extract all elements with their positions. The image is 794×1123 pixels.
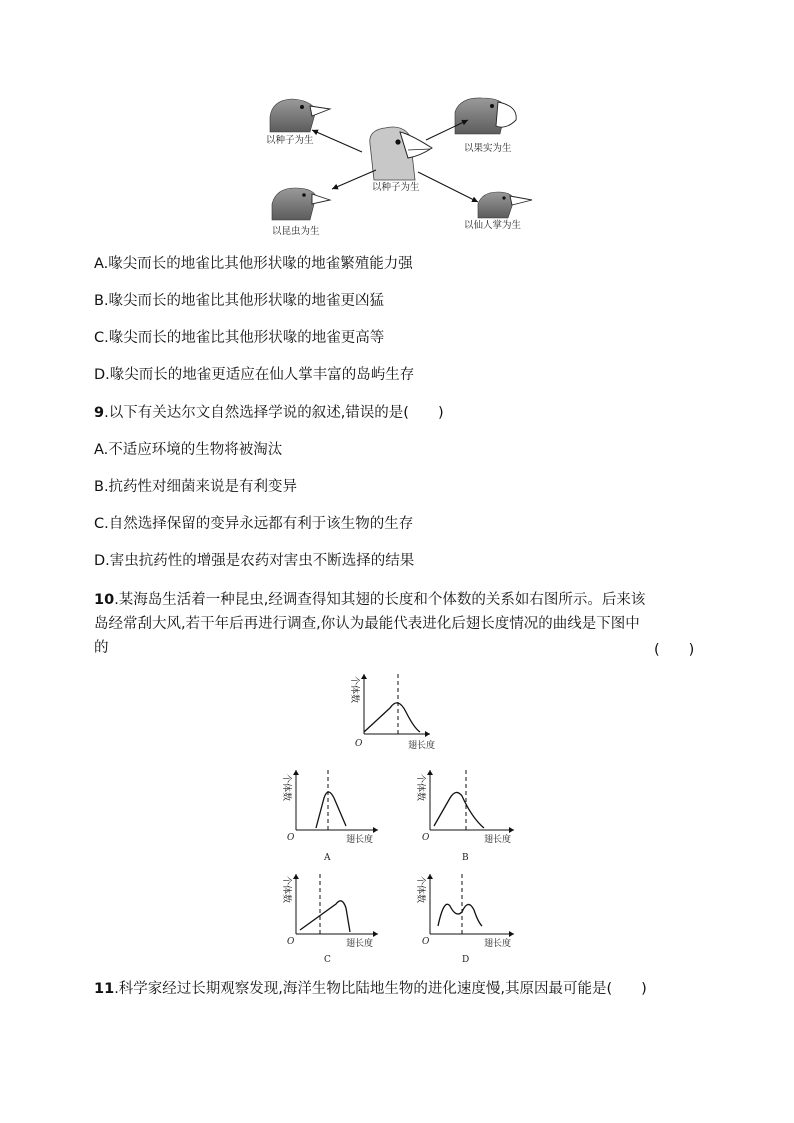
graph-c [281, 874, 378, 965]
q10-stem-line3: 的 [94, 640, 109, 656]
q9-option-a: A.不适应环境的生物将被淘汰 [94, 442, 283, 458]
graph-b-origin: O [422, 833, 430, 843]
q8-option-a: A.喙尖而长的地雀比其他形状喙的地雀繁殖能力强 [94, 256, 413, 272]
q10-stem-line1 [94, 590, 645, 610]
q9-option-b: B.抗药性对细菌来说是有利变异 [94, 479, 298, 495]
q9-stem-text: .以下有关达尔文自然选择学说的叙述,错误的是( ) [104, 405, 444, 421]
graph-b [415, 770, 514, 863]
center-label: 以种子为生 [372, 182, 420, 193]
graph-d-y-label: 个体数 [415, 876, 425, 904]
finch-figure [250, 92, 550, 242]
graph-c-x-label: 翅长度 [346, 939, 374, 949]
original-origin: O [355, 739, 363, 749]
q10-stem-line2: 岛经常刮大风,若干年后再进行调查,你认为最能代表进化后翅长度情况的曲线是下图中 [94, 616, 640, 632]
top-right-label: 以果实为生 [464, 143, 512, 154]
top-left-label: 以种子为生 [266, 135, 314, 146]
graph-a [281, 770, 378, 863]
center-finch [370, 127, 432, 180]
graph-d-x-label: 翅长度 [484, 939, 512, 949]
graph-b-caption: B [462, 853, 469, 863]
graph-b-x-label: 翅长度 [484, 835, 512, 845]
bottom-right-label: 以仙人掌为生 [464, 220, 522, 231]
graph-c-origin: O [287, 937, 295, 947]
q9-number: 9 [94, 405, 105, 421]
top-left-finch [270, 99, 330, 132]
original-y-label: 个体数 [349, 676, 359, 704]
wing-length-graphs [270, 668, 540, 968]
graph-c-caption: C [324, 955, 331, 965]
q11-stem [94, 979, 647, 999]
bottom-left-finch [272, 188, 330, 220]
graph-a-y-label: 个体数 [281, 774, 291, 802]
graph-d-origin: O [422, 937, 430, 947]
graph-a-caption: A [324, 853, 331, 863]
bottom-right-finch [478, 192, 532, 218]
graph-b-y-label: 个体数 [415, 774, 425, 802]
q8-option-b: B.喙尖而长的地雀比其他形状喙的地雀更凶猛 [94, 293, 385, 309]
graph-a-x-label: 翅长度 [346, 835, 374, 845]
original-graph [349, 674, 435, 751]
graph-d [415, 874, 514, 965]
graph-d-caption: D [462, 955, 470, 965]
q8-option-c: C.喙尖而长的地雀比其他形状喙的地雀更高等 [94, 330, 385, 346]
graph-a-origin: O [287, 833, 295, 843]
bottom-left-label: 以昆虫为生 [272, 226, 320, 237]
q10-number: 10 [94, 592, 115, 608]
q10-stem-text-1: .某海岛生活着一种昆虫,经调查得知其翅的长度和个体数的关系如右图所示。后来该 [114, 592, 646, 608]
original-x-label: 翅长度 [408, 741, 436, 751]
q9-stem [94, 403, 444, 423]
q9-option-c: C.自然选择保留的变异永远都有利于该生物的生存 [94, 516, 414, 532]
graph-c-y-label: 个体数 [281, 876, 291, 904]
q11-stem-text: .科学家经过长期观察发现,海洋生物比陆地生物的进化速度慢,其原因最可能是( ) [114, 981, 647, 997]
q11-number: 11 [94, 981, 115, 997]
q8-option-d: D.喙尖而长的地雀更适应在仙人掌丰富的岛屿生存 [94, 367, 415, 383]
q9-option-d: D.害虫抗药性的增强是农药对害虫不断选择的结果 [94, 553, 415, 569]
q10-answer-paren: ( ) [654, 642, 695, 658]
top-right-finch [455, 98, 516, 134]
